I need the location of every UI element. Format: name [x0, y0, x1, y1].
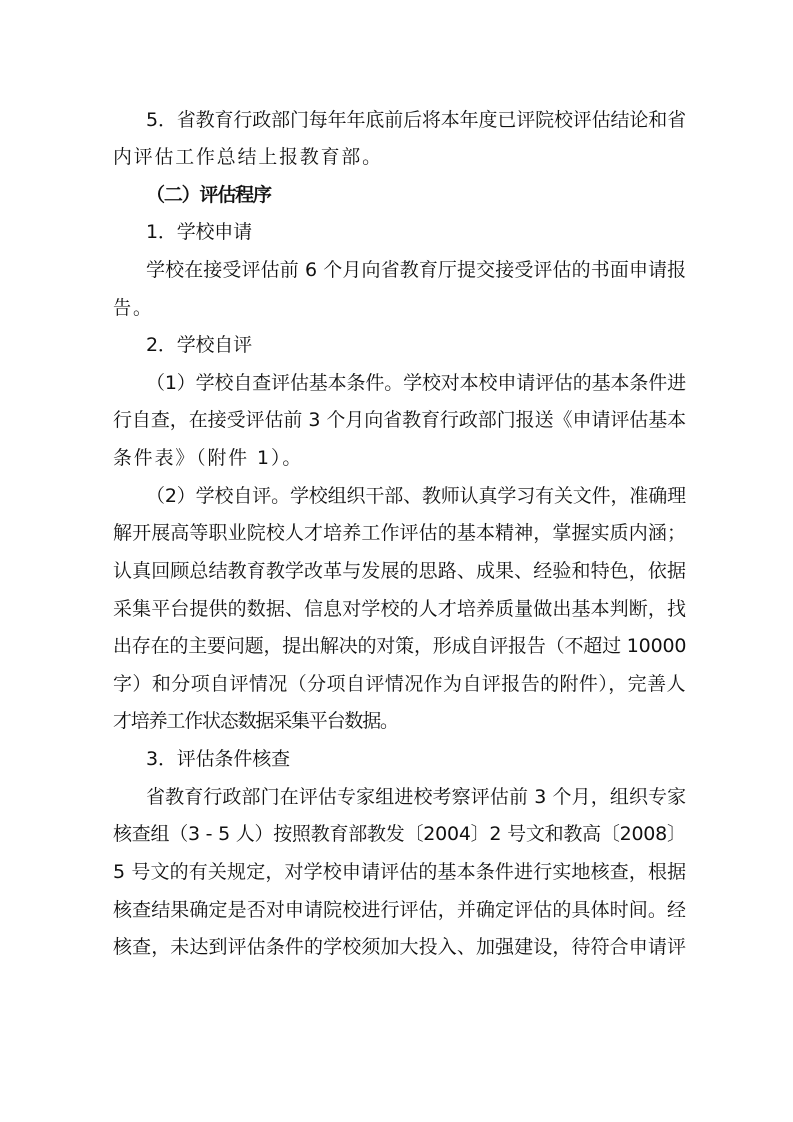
- paragraph-line: 省教育行政部门在评估专家组进校考察评估前 3 个月，组织专家: [146, 786, 687, 808]
- subsection-heading: 1．学校申请: [146, 221, 252, 243]
- subsection-heading: 2．学校自评: [146, 334, 252, 356]
- paragraph-line: 内评估工作总结上报教育部。: [113, 146, 383, 168]
- paragraph-line: （2）学校自评。学校组织干部、教师认真学习有关文件，准确理: [146, 485, 686, 507]
- paragraph-line: 5 号文的有关规定，对学校申请评估的基本条件进行实地核查，根据: [113, 861, 687, 883]
- paragraph-line: 才培养工作状态数据采集平台数据。: [113, 710, 398, 732]
- paragraph-line: 学校在接受评估前 6 个月向省教育厅提交接受评估的书面申请报: [146, 259, 687, 281]
- paragraph-line: 5．省教育行政部门每年年底前后将本年度已评院校评估结论和省: [146, 109, 686, 131]
- paragraph-line: 核查，未达到评估条件的学校须加大投入、加强建设，待符合申请评: [113, 936, 687, 958]
- paragraph-line: 认真回顾总结教育教学改革与发展的思路、成果、经验和特色，依据: [113, 560, 687, 582]
- paragraph-line: 字）和分项自评情况（分项自评情况作为自评报告的附件），完善人: [113, 673, 686, 695]
- paragraph-line: 出存在的主要问题，提出解决的对策，形成自评报告（不超过 10000: [113, 635, 687, 657]
- paragraph-line: 采集平台提供的数据、信息对学校的人才培养质量做出基本判断，找: [113, 598, 687, 620]
- paragraph-line: 行自查，在接受评估前 3 个月向省教育行政部门报送《申请评估基本: [113, 409, 687, 431]
- paragraph-line: 核查结果确定是否对申请院校进行评估，并确定评估的具体时间。经: [113, 899, 687, 921]
- paragraph-line: 条件表》（附件 1）。: [113, 447, 304, 469]
- subsection-heading: 3．评估条件核查: [146, 748, 290, 770]
- paragraph-line: 告。: [113, 297, 154, 319]
- paragraph-line: 解开展高等职业院校人才培养工作评估的基本精神，掌握实质内涵；: [113, 522, 687, 544]
- paragraph-line: 核查组（3 - 5 人）按照教育部教发〔2004〕2 号文和教高〔2008〕: [113, 823, 686, 845]
- section-heading: （二）评估程序: [146, 184, 271, 206]
- paragraph-line: （1）学校自查评估基本条件。学校对本校申请评估的基本条件进: [146, 372, 686, 394]
